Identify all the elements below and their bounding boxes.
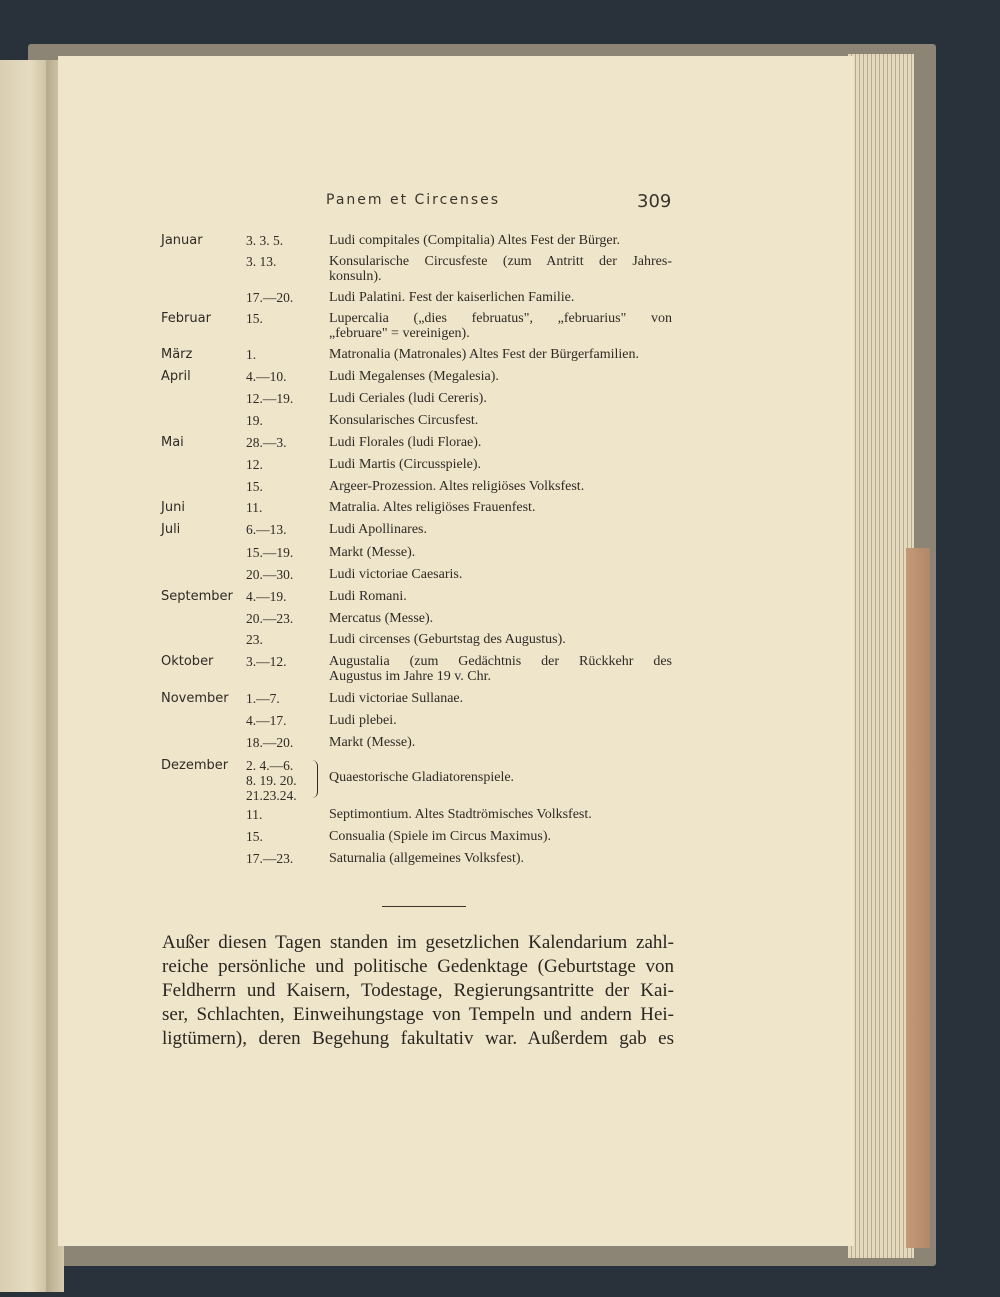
date-label: 4.—17. <box>246 713 287 728</box>
festival-description: Ludi Romani. <box>329 589 407 604</box>
date-line: 21.23.24. <box>246 788 297 803</box>
section-rule <box>382 906 466 907</box>
date-label: 1. <box>246 347 257 362</box>
festival-description <box>329 311 672 341</box>
date-line: 8. 19. 20. <box>246 773 297 788</box>
date-label: 20.—23. <box>246 611 294 626</box>
festival-description: Ludi Florales (ludi Florae). <box>329 435 482 450</box>
paragraph-line: ligtümern), deren Begehung fakultativ war. Außerdem gab es <box>162 1028 674 1049</box>
festival-description: Consualia (Spiele im Circus Maximus). <box>329 829 552 844</box>
festival-description: Konsularisches Circusfest. <box>329 413 479 428</box>
date-label: 12.—19. <box>246 391 294 406</box>
date-label: 15. <box>246 311 263 326</box>
month-label: September <box>161 589 233 604</box>
date-label: 4.—10. <box>246 369 287 384</box>
date-label: 4.—19. <box>246 589 287 604</box>
paragraph-line: ser, Schlachten, Einweihungstage von Tempeln und andern Hei- <box>162 1004 674 1025</box>
festival-description: Matronalia (Matronales) Altes Fest der Bürgerfamilien. <box>329 347 639 362</box>
festival-description: Ludi victoriae Sullanae. <box>329 691 464 706</box>
date-label: 15. <box>246 479 263 494</box>
date-line: 2. 4.—6. <box>246 758 294 773</box>
festival-description: Ludi compitales (Compitalia) Altes Fest der Bürger. <box>329 233 620 248</box>
month-label: März <box>161 347 193 362</box>
date-label: 18.—20. <box>246 735 294 750</box>
date-label: 23. <box>246 632 263 647</box>
description-line: Lupercalia („dies februatus", „februarius" von <box>329 311 672 326</box>
date-label: 11. <box>246 807 263 822</box>
month-label: Oktober <box>161 654 214 669</box>
festival-description: Ludi Apollinares. <box>329 522 427 537</box>
festival-description: Quaestorische Gladiatorenspiele. <box>329 770 515 785</box>
month-label: Juli <box>161 522 181 537</box>
date-label: 12. <box>246 457 263 472</box>
date-label: 28.—3. <box>246 435 287 450</box>
festival-description: Markt (Messe). <box>329 735 416 750</box>
festival-description: Ludi Palatini. Fest der kaiserlichen Familie. <box>329 290 575 305</box>
date-label: 20.—30. <box>246 567 294 582</box>
festival-description: Ludi plebei. <box>329 713 397 728</box>
festival-description: Ludi Megalenses (Megalesia). <box>329 369 499 384</box>
date-group-brace <box>311 760 318 798</box>
festival-description: Mercatus (Messe). <box>329 611 434 626</box>
festival-description: Ludi Ceriales (ludi Cereris). <box>329 391 487 406</box>
date-label: 3. 13. <box>246 254 277 269</box>
date-label: 19. <box>246 413 263 428</box>
page-number: 309 <box>637 191 672 212</box>
festival-description: Ludi Martis (Circusspiele). <box>329 457 482 472</box>
festival-description: Septimontium. Altes Stadtrömisches Volksfest. <box>329 807 592 822</box>
date-label <box>246 758 297 803</box>
month-label: April <box>161 369 191 384</box>
running-title: Panem et Circenses <box>326 192 501 208</box>
festival-description <box>329 254 672 284</box>
festival-description: Matralia. Altes religiöses Frauenfest. <box>329 500 536 515</box>
description-line: Konsularische Circusfeste (zum Antritt der Jahres- <box>329 254 672 269</box>
month-label: Mai <box>161 435 184 450</box>
description-line: Augustalia (zum Gedächtnis der Rückkehr des <box>329 654 672 669</box>
paragraph-line: Außer diesen Tagen standen im gesetzlichen Kalendarium zahl- <box>162 932 674 953</box>
date-label: 15.—19. <box>246 545 294 560</box>
description-line: Augustus im Jahre 19 v. Chr. <box>329 669 492 684</box>
date-label: 15. <box>246 829 263 844</box>
date-label: 1.—7. <box>246 691 280 706</box>
date-label: 11. <box>246 500 263 515</box>
date-label: 3.—12. <box>246 654 287 669</box>
festival-description: Saturnalia (allgemeines Volksfest). <box>329 851 525 866</box>
description-line: konsuln). <box>329 269 382 284</box>
month-label: Juni <box>161 500 185 515</box>
month-label: November <box>161 691 229 706</box>
date-label: 17.—20. <box>246 290 294 305</box>
festival-description: Markt (Messe). <box>329 545 416 560</box>
month-label: Dezember <box>161 758 229 773</box>
festival-description <box>329 654 672 684</box>
festival-description: Ludi circenses (Geburtstag des Augustus). <box>329 632 566 647</box>
description-line: „februare" = vereinigen). <box>329 326 470 341</box>
paragraph-line: Feldherrn und Kaisern, Todestage, Regierungsantritte der Kai- <box>162 980 674 1001</box>
body-paragraph <box>162 931 674 1051</box>
date-label: 17.—23. <box>246 851 294 866</box>
date-label: 3. 3. 5. <box>246 233 284 248</box>
month-label: Februar <box>161 311 211 326</box>
date-label: 6.—13. <box>246 522 287 537</box>
paragraph-line: reiche persönliche und politische Gedenktage (Geburtstage von <box>162 956 674 977</box>
festival-description: Argeer-Prozession. Altes religiöses Volksfest. <box>329 479 585 494</box>
month-label: Januar <box>161 233 203 248</box>
festival-description: Ludi victoriae Caesaris. <box>329 567 463 582</box>
